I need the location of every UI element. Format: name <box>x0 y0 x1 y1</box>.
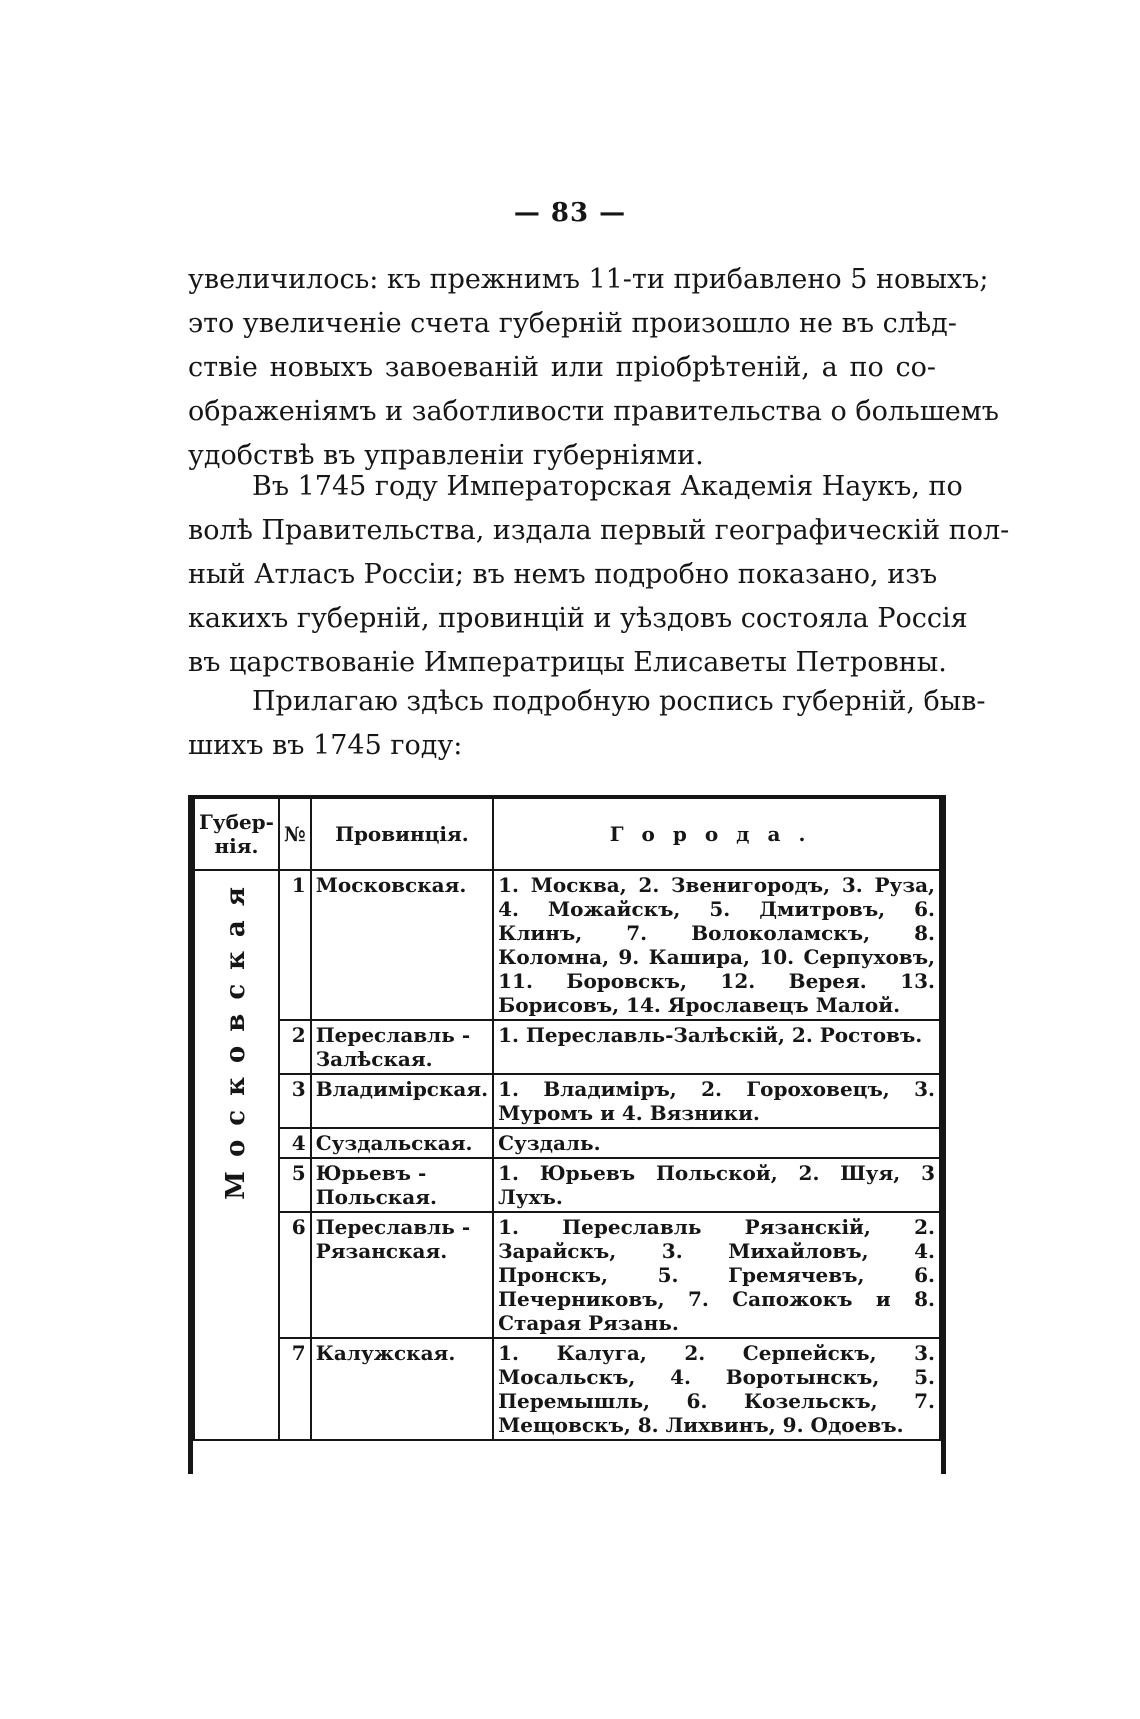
province-name: Владимірская. <box>311 1074 493 1128</box>
header-gubernia: Губер-нія. <box>194 798 279 870</box>
header-province: Провинція. <box>311 798 493 870</box>
table-row <box>194 1074 940 1128</box>
row-number: 4 <box>279 1128 311 1158</box>
text-line: Прилагаю здѣсь подробную роспись губерній, быв- <box>252 686 986 717</box>
paragraph-2 <box>188 465 1010 685</box>
province-cities: Суздаль. <box>493 1128 940 1158</box>
text-line: ный Атласъ Россіи; въ немъ подробно показано, изъ <box>188 559 938 590</box>
table-row <box>194 1338 940 1440</box>
text-line: ображеніямъ и заботливости правительства о большемъ <box>188 396 999 427</box>
gubernia-cell <box>194 870 279 1440</box>
gubernia-table <box>193 797 941 1441</box>
header-number: № <box>279 798 311 870</box>
paragraph-1 <box>188 258 999 478</box>
table-row <box>194 870 940 1020</box>
province-cities: 1. Переславль-Залѣскій, 2. Ростовъ. <box>493 1020 940 1074</box>
province-name: Калужская. <box>311 1338 493 1440</box>
text-line: ствіе новыхъ завоеваній или пріобрѣтеній, а по со- <box>188 352 936 383</box>
text-line: Въ 1745 году Императорская Академія Наукъ, по <box>252 471 963 502</box>
province-name: Московская. <box>311 870 493 1020</box>
province-name: Переславль - Залѣская. <box>311 1020 493 1074</box>
province-name: Переславль - Рязанская. <box>311 1212 493 1338</box>
table-row <box>194 1158 940 1212</box>
row-number: 6 <box>279 1212 311 1338</box>
province-name: Юрьевъ - Польская. <box>311 1158 493 1212</box>
gubernia-table-frame <box>188 795 946 1474</box>
text-line: волѣ Правительства, издала первый географическій пол- <box>188 515 1010 546</box>
paragraph-3 <box>188 680 986 768</box>
table-row <box>194 1212 940 1338</box>
text-line: шихъ въ 1745 году: <box>188 730 463 761</box>
page-number: — 83 — <box>513 198 627 228</box>
text-line: удобствѣ въ управленіи губерніями. <box>188 440 704 471</box>
row-number: 7 <box>279 1338 311 1440</box>
header-cities: Города. <box>493 798 940 870</box>
row-number: 2 <box>279 1020 311 1074</box>
table-row <box>194 1020 940 1074</box>
text-line: увеличилось: къ прежнимъ 11-ти прибавлено 5 новыхъ; <box>188 264 989 295</box>
text-line: это увеличеніе счета губерній произошло не въ слѣд- <box>188 308 957 339</box>
row-number: 5 <box>279 1158 311 1212</box>
province-cities: 1. Юрьевъ Польской, 2. Шуя, 3 Лухъ. <box>493 1158 940 1212</box>
table-row <box>194 1128 940 1158</box>
province-cities: 1. Переславль Рязанскій, 2. Зарайскъ, 3. Михайловъ, 4. Пронскъ, 5. Гремячевъ, 6. Печерниковъ, 7. Сапожокъ и 8. Старая Рязань. <box>493 1212 940 1338</box>
province-name: Суздальская. <box>311 1128 493 1158</box>
table-header-row <box>194 798 940 870</box>
text-line: въ царствованіе Императрицы Елисаветы Петровны. <box>188 647 947 678</box>
gubernia-name: Московская <box>221 873 252 1200</box>
text-line: какихъ губерній, провинцій и уѣздовъ состояла Россія <box>188 603 968 634</box>
province-cities: 1. Владиміръ, 2. Гороховецъ, 3. Муромъ и 4. Вязники. <box>493 1074 940 1128</box>
province-cities: 1. Калуга, 2. Серпейскъ, 3. Мосальскъ, 4. Воротынскъ, 5. Перемышль, 6. Козельскъ, 7. Мещовскъ, 8. Лихвинъ, 9. Одоевъ. <box>493 1338 940 1440</box>
province-cities: 1. Москва, 2. Звенигородъ, 3. Руза, 4. Можайскъ, 5. Дмитровъ, 6. Клинъ, 7. Волоколамскъ, 8. Коломна, 9. Кашира, 10. Серпуховъ, 11. Боровскъ, 12. Верея. 13. Борисовъ, 14. Ярославецъ Малой. <box>493 870 940 1020</box>
row-number: 1 <box>279 870 311 1020</box>
row-number: 3 <box>279 1074 311 1128</box>
